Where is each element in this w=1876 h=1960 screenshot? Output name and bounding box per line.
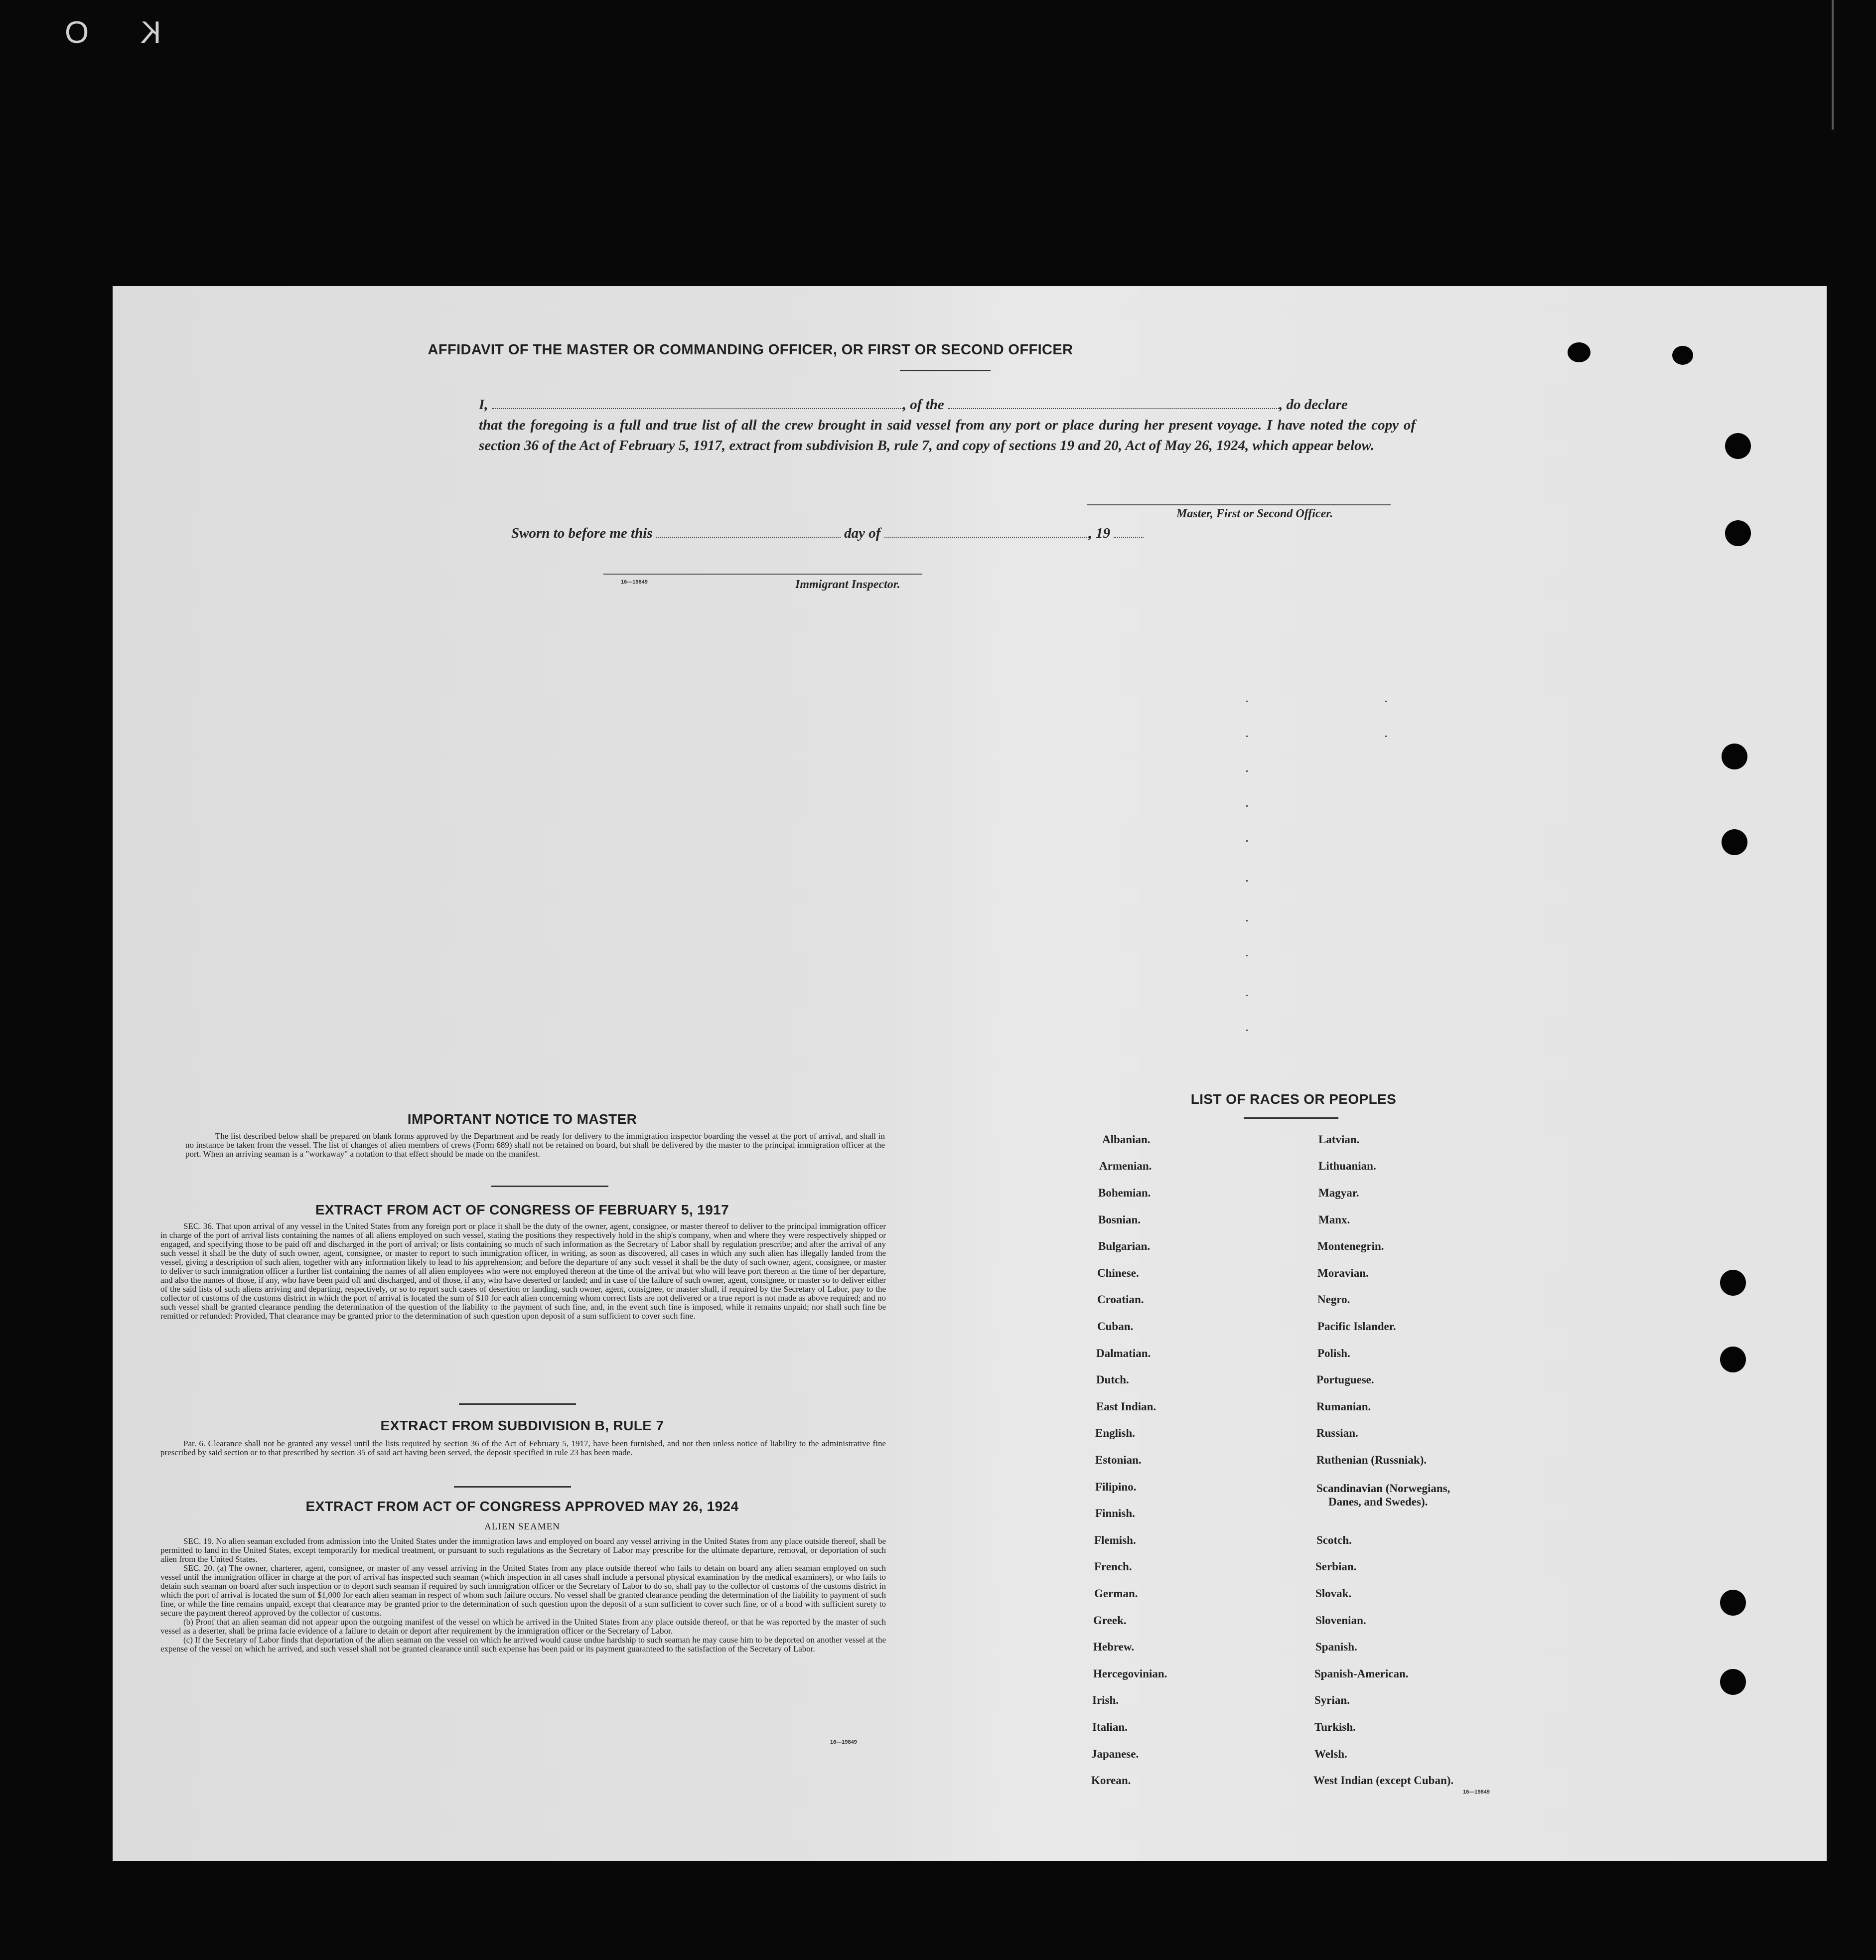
race-item: West Indian (except Cuban). <box>1313 1774 1454 1787</box>
sworn-prefix: Sworn to before me this <box>511 525 653 541</box>
extract-1924-subtitle: ALIEN SEAMEN <box>484 1521 560 1532</box>
race-item: Armenian. <box>1099 1160 1152 1172</box>
race-item: Bulgarian. <box>1098 1240 1151 1252</box>
race-item: Bosnian. <box>1098 1213 1141 1226</box>
name-fill-line <box>492 397 903 409</box>
frame-mark-o: O <box>65 15 89 50</box>
race-item: Slovenian. <box>1315 1614 1366 1627</box>
section-rule <box>459 1403 576 1405</box>
sworn-line <box>511 525 1144 542</box>
binder-hole <box>1720 1347 1746 1372</box>
binder-hole <box>1725 433 1751 459</box>
extract-rule7-text: Par. 6. Clearance shall not be granted any vessel until the lists required by section 36 of the Act of February 5, 1917, have been furnished, and not then unless notice of liability to the administrative fine prescribed by said section or to that prescribed by section 35 of said act having been served, the deposit specified in rule 23 has been made. <box>160 1439 886 1457</box>
sworn-year-fill <box>1114 527 1144 538</box>
extract-1917-text: SEC. 36. That upon arrival of any vessel in the United States from any foreign port or place it shall be the duty of the owner, agent, consignee, or master thereof to deliver to the principal immigration officer in charge of the port of arrival lists containing the names of all aliens employed on such vessel, stating the positions they respectively hold in the ship's company, when and where they were respectively shipped or engaged, and specifying those to be paid off and discharged in the port of arrival; or lists containing so much of such information as the Secretary of Labor shall by regulation prescribe; and after the arrival of any such vessel it shall be the duty of such owner, agent, consignee, or master to report to such immigration officer, in writing, as soon as discovered, all cases in which any such alien has illegally landed from the vessel, giving a description of such alien, together with any information likely to lead to his apprehension; and before the departure of any such vessel it shall be the duty of such owner, agent, consignee, or master to deliver to such immigration officer a further list containing the names of all alien employees who were not employed thereon at the time of the arrival but who will leave port thereon at the time of her departure, and also the names of those, if any, who have been paid off and discharged, and of those, if any, who have deserted or landed; and in case of the failure of such owner, agent, consignee, or master so to deliver either of the said lists of such aliens arriving and departing, respectively, or so to report such cases of desertion or landing, such owner, agent, consignee, or master shall, if required by the Secretary of Labor, pay to the collector of customs of the customs district in which the port of arrival is located the sum of $10 for each alien concerning whom correct lists are not delivered or a true report is not made as above required; and no such vessel shall be granted clearance pending the determination of the question of the liability to the payment of such fine, and, in the event such fine is imposed, while it remains unpaid; nor shall such fine be remitted or refunded: Provided, That clearance may be granted prior to the determination of such question upon deposit of a sum sufficient to cover such fine. <box>160 1221 886 1321</box>
frame-mark-k: K <box>141 15 161 50</box>
film-edge-line <box>1832 0 1834 130</box>
race-item: Welsh. <box>1314 1748 1347 1760</box>
vessel-fill-line <box>948 397 1279 409</box>
paper-speck <box>1246 995 1248 996</box>
binder-hole <box>1672 346 1693 365</box>
section-rule <box>491 1186 608 1187</box>
race-item: German. <box>1094 1587 1138 1600</box>
race-item: Russian. <box>1316 1427 1358 1439</box>
race-item: Scandinavian (Norwegians, <box>1316 1482 1450 1495</box>
race-item: East Indian. <box>1096 1400 1156 1413</box>
race-item: Rumanian. <box>1316 1400 1371 1413</box>
paper-speck <box>1246 805 1248 807</box>
race-item: Polish. <box>1317 1347 1350 1359</box>
race-item: Japanese. <box>1091 1748 1139 1760</box>
section-rule <box>454 1486 571 1488</box>
race-item: Bohemian. <box>1098 1187 1151 1199</box>
inspector-signature-label: Immigrant Inspector. <box>795 578 900 591</box>
paper-speck <box>1246 770 1248 772</box>
binder-hole <box>1720 1590 1746 1616</box>
race-item: Albanian. <box>1102 1133 1151 1146</box>
race-item: Montenegrin. <box>1317 1240 1384 1252</box>
race-item: Latvian. <box>1318 1133 1360 1146</box>
paper-speck <box>1246 955 1248 956</box>
binder-hole <box>1568 342 1590 362</box>
extract-1924-title: EXTRACT FROM ACT OF CONGRESS APPROVED MAY 26, 1924 <box>305 1499 739 1514</box>
race-item: Lithuanian. <box>1318 1160 1376 1172</box>
paper-speck <box>1246 736 1248 737</box>
race-item: Turkish. <box>1314 1721 1356 1733</box>
race-item: Hebrew. <box>1093 1641 1134 1653</box>
binder-hole <box>1725 520 1751 546</box>
sworn-month-fill <box>884 527 1089 538</box>
inspector-signature-line <box>603 574 922 575</box>
race-item: Pacific Islander. <box>1317 1320 1396 1333</box>
paper-speck <box>1246 920 1248 921</box>
binder-hole <box>1722 744 1747 769</box>
title-rule <box>900 370 991 371</box>
section-rule <box>1244 1117 1338 1119</box>
race-item: Moravian. <box>1317 1267 1369 1279</box>
race-item: Finnish. <box>1095 1507 1135 1519</box>
race-item: Italian. <box>1092 1721 1128 1733</box>
race-item: Scotch. <box>1316 1534 1352 1546</box>
race-item: English. <box>1095 1427 1135 1439</box>
sworn-year: , 19 <box>1088 525 1111 541</box>
section-20c-text: (c) If the Secretary of Labor finds that deportation of the alien seaman on the vessel on which he arrived would cause undue hardship to such seaman he may cause him to be deported on another vessel at the expense of the vessel on which he arrived, and such vessel shall not be granted clearance until such expense has been paid or its payment guaranteed to the satisfaction of the Secretary of Labor. <box>160 1635 886 1654</box>
race-item: Manx. <box>1318 1213 1350 1226</box>
race-item: Spanish-American. <box>1314 1667 1409 1680</box>
affidavit-do-declare: , do declare <box>1279 397 1348 413</box>
paper-speck <box>1385 736 1387 737</box>
paper-speck <box>1246 880 1248 882</box>
section-19-text: SEC. 19. No alien seaman excluded from admission into the United States under the immigration laws and employed on board any vessel arriving in the United States from any place outside thereof, shall be permitted to land in the United States, except temporarily for medical treatment, or pursuant to such regulations as the Secretary of Labor may prescribe for the ultimate departure, removal, or deportation of such alien from the United States. <box>160 1536 886 1564</box>
race-item: Korean. <box>1091 1774 1131 1787</box>
master-signature-label: Master, First or Second Officer. <box>1176 507 1333 520</box>
races-title: LIST OF RACES OR PEOPLES <box>1190 1091 1397 1107</box>
sworn-day-fill <box>656 527 841 538</box>
race-item: Irish. <box>1092 1694 1119 1706</box>
extract-rule7-title: EXTRACT FROM SUBDIVISION B, RULE 7 <box>380 1418 664 1433</box>
extract-1917-title: EXTRACT FROM ACT OF CONGRESS OF FEBRUARY 5, 1917 <box>315 1202 729 1217</box>
race-item: Croatian. <box>1097 1293 1144 1306</box>
section-20a-text: SEC. 20. (a) The owner, charterer, agent, consignee, or master of any vessel arriving in the United States from any place outside thereof who fails to detain on board any alien seaman employed on such vessel until the immigration officer in charge at the port of arrival has inspected such seaman (which inspection in all cases shall include a personal physical examination by the medical examiners), or who fails to detain such seaman on board after such inspection or to deport such seaman if required by such immigration officer or the Secretary of Labor to do so, shall pay to the collector of customs of the customs district in which the port of arrival is located the sum of $1,000 for each alien seaman in respect of whom such failure occurs. No vessel shall be granted clearance pending the determination of the liability to payment of such fine, or while the fine remains unpaid, except that clearance may be granted prior to the determination of such question upon the deposit of a sum sufficient to cover such fine, or of a bond with sufficient surety to secure the payment thereof approved by the collector of customs. <box>160 1563 886 1618</box>
sworn-day-of: day of <box>844 525 881 541</box>
race-item: Syrian. <box>1314 1694 1350 1706</box>
extract-1924-body <box>160 1537 886 1654</box>
race-item: Chinese. <box>1097 1267 1139 1279</box>
affidavit-i: I, <box>479 397 488 413</box>
paper-speck <box>1385 701 1387 702</box>
paper-speck <box>1246 840 1248 842</box>
race-item: Serbian. <box>1315 1560 1357 1573</box>
race-item: Flemish. <box>1094 1534 1136 1546</box>
binder-hole <box>1720 1270 1746 1296</box>
race-item: Ruthenian (Russniak). <box>1316 1454 1427 1466</box>
paper-speck <box>1246 1030 1248 1031</box>
notice-text: The list described below shall be prepared on blank forms approved by the Department and be ready for delivery to the immigration inspector boarding the vessel at the port of arrival, and shall in no instance be taken from the vessel. The list of changes of alien members of crews (Form 689) shall not be retained on board, but shall be delivered by the master to the principal immigration officer at the port. When an arriving seaman is a "workaway" a notation to that effect should be made on the manifest. <box>185 1131 885 1159</box>
affidavit-of-the: , of the <box>902 397 944 413</box>
affidavit-declaration: that the foregoing is a full and true list of all the crew brought in said vessel from any port or place during her present voyage. I have noted the copy of section 36 of the Act of February 5, 1917, extract from subdivision B, rule 7, and copy of sections 19 and 20, Act of May 26, 1924, which appear below. <box>479 417 1416 453</box>
race-item: Greek. <box>1093 1614 1127 1627</box>
notice-title: IMPORTANT NOTICE TO MASTER <box>407 1111 637 1127</box>
race-item: Cuban. <box>1097 1320 1134 1333</box>
affidavit-body <box>479 395 1416 456</box>
race-item: Magyar. <box>1318 1187 1359 1199</box>
race-item: Estonian. <box>1095 1454 1142 1466</box>
document-page <box>113 286 1827 1861</box>
section-20b-text: (b) Proof that an alien seaman did not appear upon the outgoing manifest of the vessel on which he arrived in the United States from any place outside thereof, or that he was reported by the master of such vessel as a deserter, shall be prima facie evidence of a failure to detain or deport after requirement by the immigration officer or the Secretary of Labor. <box>160 1617 886 1636</box>
paper-speck <box>1246 701 1248 702</box>
race-item: Dalmatian. <box>1096 1347 1151 1359</box>
form-number: 16—19849 <box>621 579 648 585</box>
race-item: Slovak. <box>1315 1587 1352 1600</box>
master-signature-line <box>1087 504 1391 505</box>
race-item: Spanish. <box>1315 1641 1357 1653</box>
race-item: Danes, and Swedes). <box>1328 1496 1428 1508</box>
affidavit-line-1 <box>479 395 1416 415</box>
binder-hole <box>1720 1669 1746 1695</box>
race-item: Filipino. <box>1095 1481 1137 1493</box>
race-item: Negro. <box>1317 1293 1350 1306</box>
race-item: Hercegovinian. <box>1093 1667 1167 1680</box>
race-item: Dutch. <box>1096 1373 1129 1386</box>
race-item: French. <box>1094 1560 1132 1573</box>
race-item: Portuguese. <box>1316 1373 1374 1386</box>
form-number: 16—19849 <box>1463 1789 1490 1795</box>
binder-hole <box>1722 829 1747 855</box>
affidavit-title: AFFIDAVIT OF THE MASTER OR COMMANDING OFFICER, OR FIRST OR SECOND OFFICER <box>428 342 1073 358</box>
form-number: 16—19849 <box>830 1739 857 1745</box>
